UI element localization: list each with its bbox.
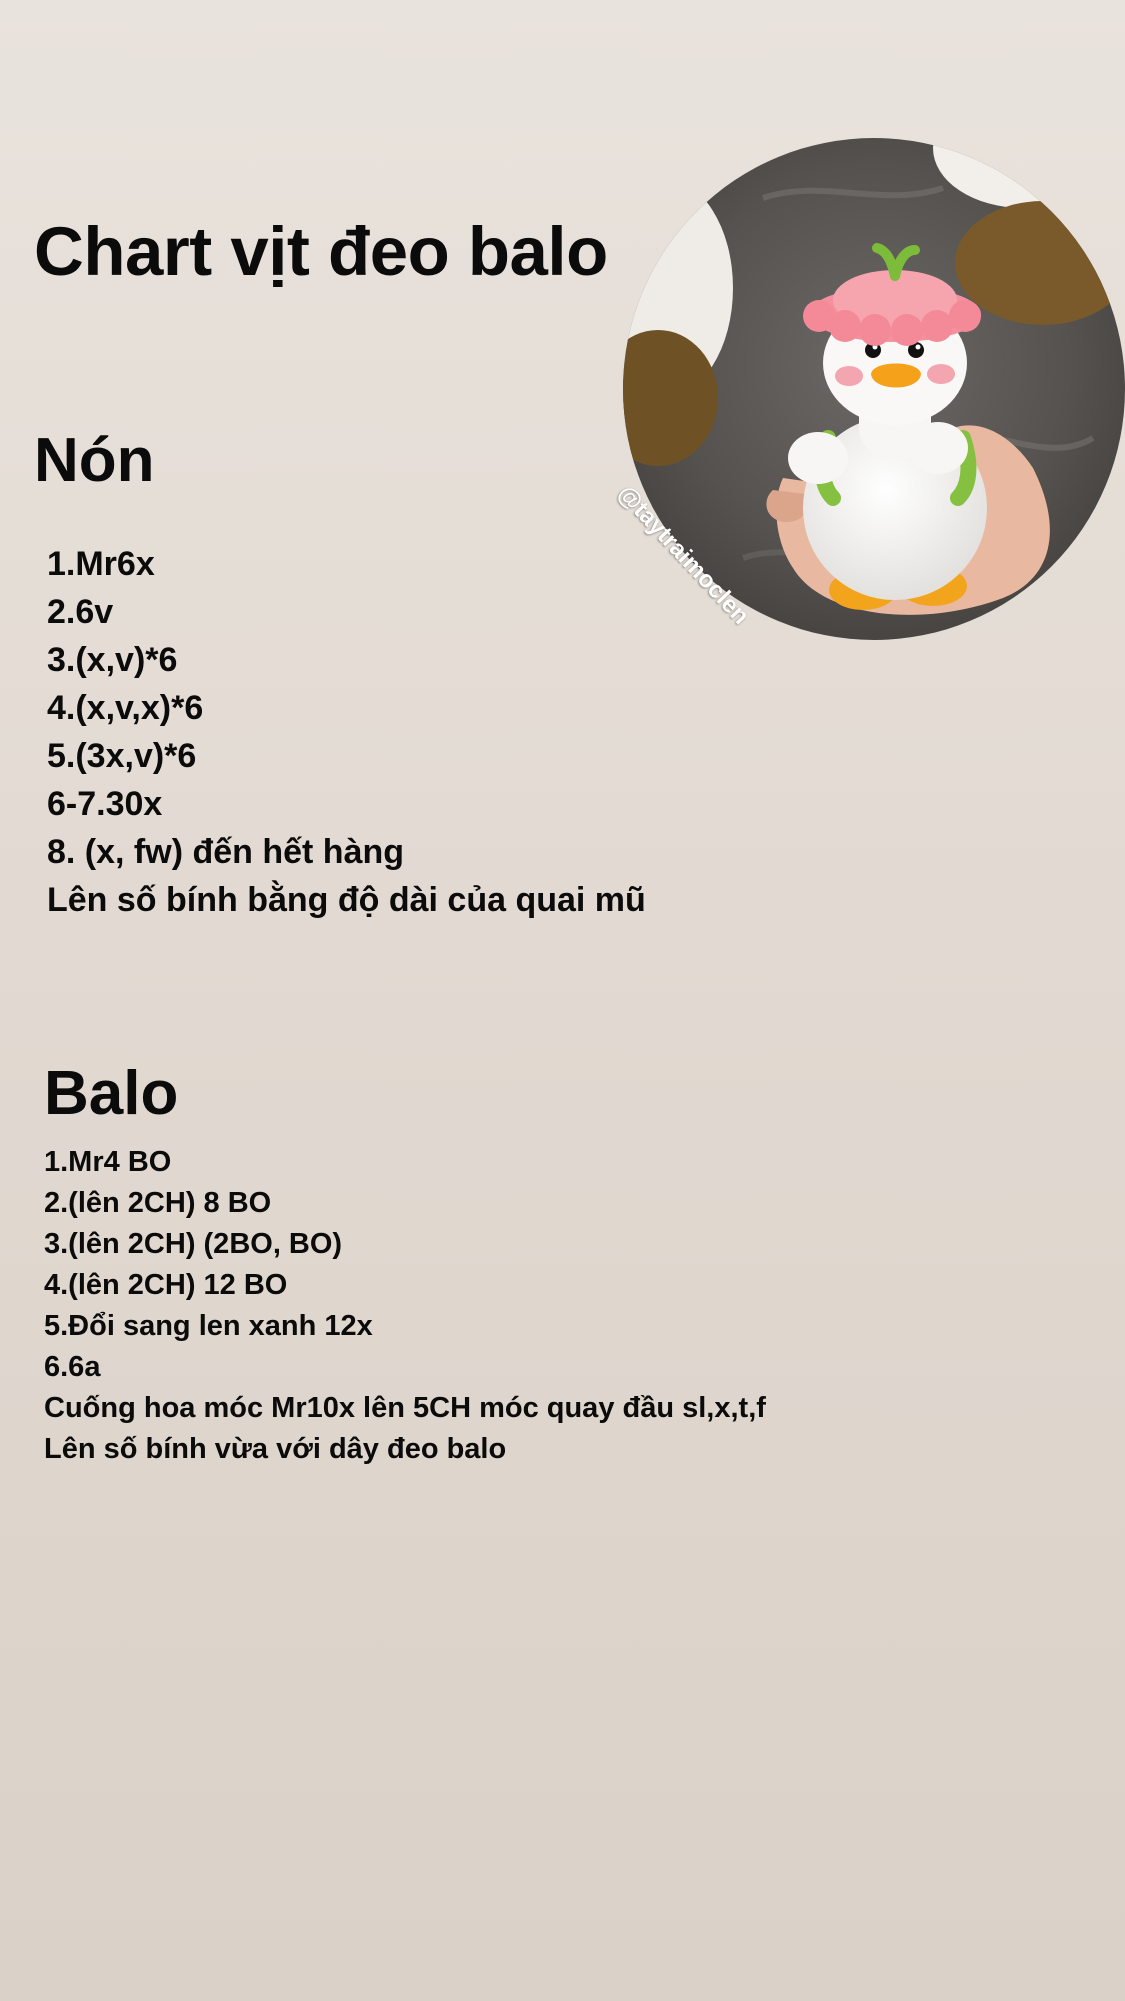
balo-step: 4.(lên 2CH) 12 BO xyxy=(44,1269,288,1301)
section-heading-balo: Balo xyxy=(44,1059,179,1128)
non-step: 1.Mr6x xyxy=(47,545,155,583)
balo-step: 2.(lên 2CH) 8 BO xyxy=(44,1187,272,1219)
balo-step: 5.Đổi sang len xanh 12x xyxy=(44,1310,373,1342)
balo-step: Lên số bính vừa với dây đeo balo xyxy=(44,1433,507,1465)
non-steps-list xyxy=(47,540,646,924)
non-step: 5.(3x,v)*6 xyxy=(47,737,197,775)
section-heading-non: Nón xyxy=(34,426,155,495)
balo-step: 6.6a xyxy=(44,1351,101,1383)
photo-watermark: @taytraimoclen xyxy=(612,480,755,630)
balo-step: 3.(lên 2CH) (2BO, BO) xyxy=(44,1228,343,1260)
page-title: Chart vịt đeo balo xyxy=(34,213,608,290)
non-step: 6-7.30x xyxy=(47,785,163,823)
non-step: 8. (x, fw) đến hết hàng xyxy=(47,833,405,871)
balo-steps-list xyxy=(44,1142,766,1470)
balo-step: Cuống hoa móc Mr10x lên 5CH móc quay đầu sl,x,t,f xyxy=(44,1392,766,1424)
balo-step: 1.Mr4 BO xyxy=(44,1146,172,1178)
non-step: 2.6v xyxy=(47,593,114,631)
non-step: 3.(x,v)*6 xyxy=(47,641,178,679)
non-step: Lên số bính bằng độ dài của quai mũ xyxy=(47,881,646,919)
non-step: 4.(x,v,x)*6 xyxy=(47,689,204,727)
